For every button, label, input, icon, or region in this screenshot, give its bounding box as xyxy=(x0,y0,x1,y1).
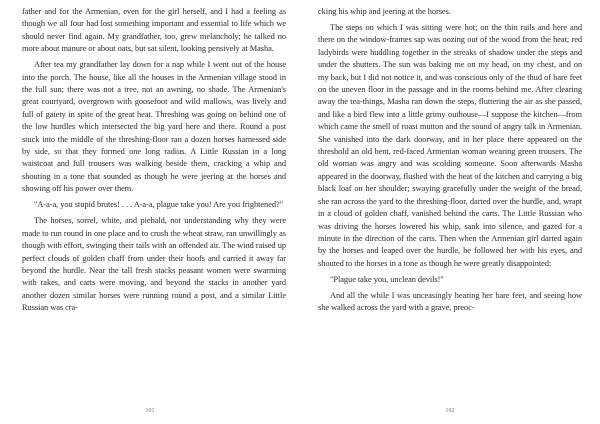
paragraph: cking his whip and jeering at the horses. xyxy=(318,7,451,16)
left-page-text xyxy=(22,6,286,315)
page-number: 101 xyxy=(145,408,155,414)
right-page-text xyxy=(318,6,582,315)
page-number: 102 xyxy=(445,408,455,414)
paragraph: After tea my grandfather lay down for a nap while I went out of the house into the porch. The house, like all the houses in the Armenian village stood in the full sun; there was not a tree, not an awning, no shade. The Armenian's great courtyard, overgrown with goosefoot and wild mallows, was lively and full of gaiety in spite of the great heat. Threshing was going on behind one of the low hurdles which intersected the big yard here and there. Round a post stuck into the middle of the threshing-floor ran a dozen horses harnessed side by side, so that they formed one long radius. A Little Russian in a long waistcoat and full trousers was walking beside them, cracking a whip and shouting in a tone that sounded as though he were jeering at the horses and showing off his power over them. xyxy=(22,60,286,194)
paragraph: The horses, sorrel, white, and piebald, not understanding why they were made to run round in one place and to crush the wheat straw, ran unwillingly as though with effort, swinging their tails with an offended air. The wind raised up perfect clouds of golden chaff from under their hoofs and carried it away far beyond the hurdle. Near the tall fresh stacks peasant women were swarming with rakes, and carts were moving, and beyond the stacks in another yard another dozen similar horses were running round a post, and a similar Little Russian was cra- xyxy=(22,216,286,313)
paragraph: The steps on which I was sitting were hot; on the thin rails and here and there on the window-frames sap was oozing out of the wood from the heat; red ladybirds were huddling together in the streaks of shadow under the steps and under the shutters. The sun was baking me on my head, on my chest, and on my back, but I did not notice it, and was conscious only of the thud of bare feet on the uneven floor in the passage and in the rooms behind me. After clearing away the tea-things, Masha ran down the steps, fluttering the air as she passed, and like a bird flew into a little grimy outhouse—I suppose the kitchen—from which came the smell of roast mutton and the sound of angry talk in Armenian. She vanished into the dark doorway, and in her place there appeared on the threshold an old bent, red-faced Armenian woman wearing green trousers. The old woman was angry and was scolding someone. Soon afterwards Masha appeared in the doorway, flushed with the heat of the kitchen and carrying a big black loaf on her shoulder; swaying gracefully under the weight of the bread, she ran across the yard to the threshing-floor, darted over the hurdle, and, wrapt in a cloud of golden chaff, vanished behind the carts. The Little Russian who was driving the horses lowered his whip, sank into silence, and gazed for a minute in the direction of the carts. Then when the Armenian girl darted again by the horses and leaped over the hurdle, he followed her with his eyes, and shouted to the horses in a tone as though he were greatly disappointed: xyxy=(318,23,582,268)
paragraph: father and for the Armenian, even for the girl herself, and I had a feeling as though we all four had lost something important and essential to life which we should never find again. My grandfather, too, grew melancholy; he talked no more about manure or about oats, but sat silent, looking pensively at Masha. xyxy=(22,7,286,54)
right-page xyxy=(300,0,600,424)
paragraph: And all the while I was unceasingly hearing her bare feet, and seeing how she walked across the yard with a grave, preoc- xyxy=(318,290,582,313)
paragraph: "Plague take you, unclean devils!" xyxy=(330,274,444,284)
paragraph: "A-a-a, you stupid brutes! . . . A-a-a, plague take you! Are you frightened?" xyxy=(34,200,284,210)
